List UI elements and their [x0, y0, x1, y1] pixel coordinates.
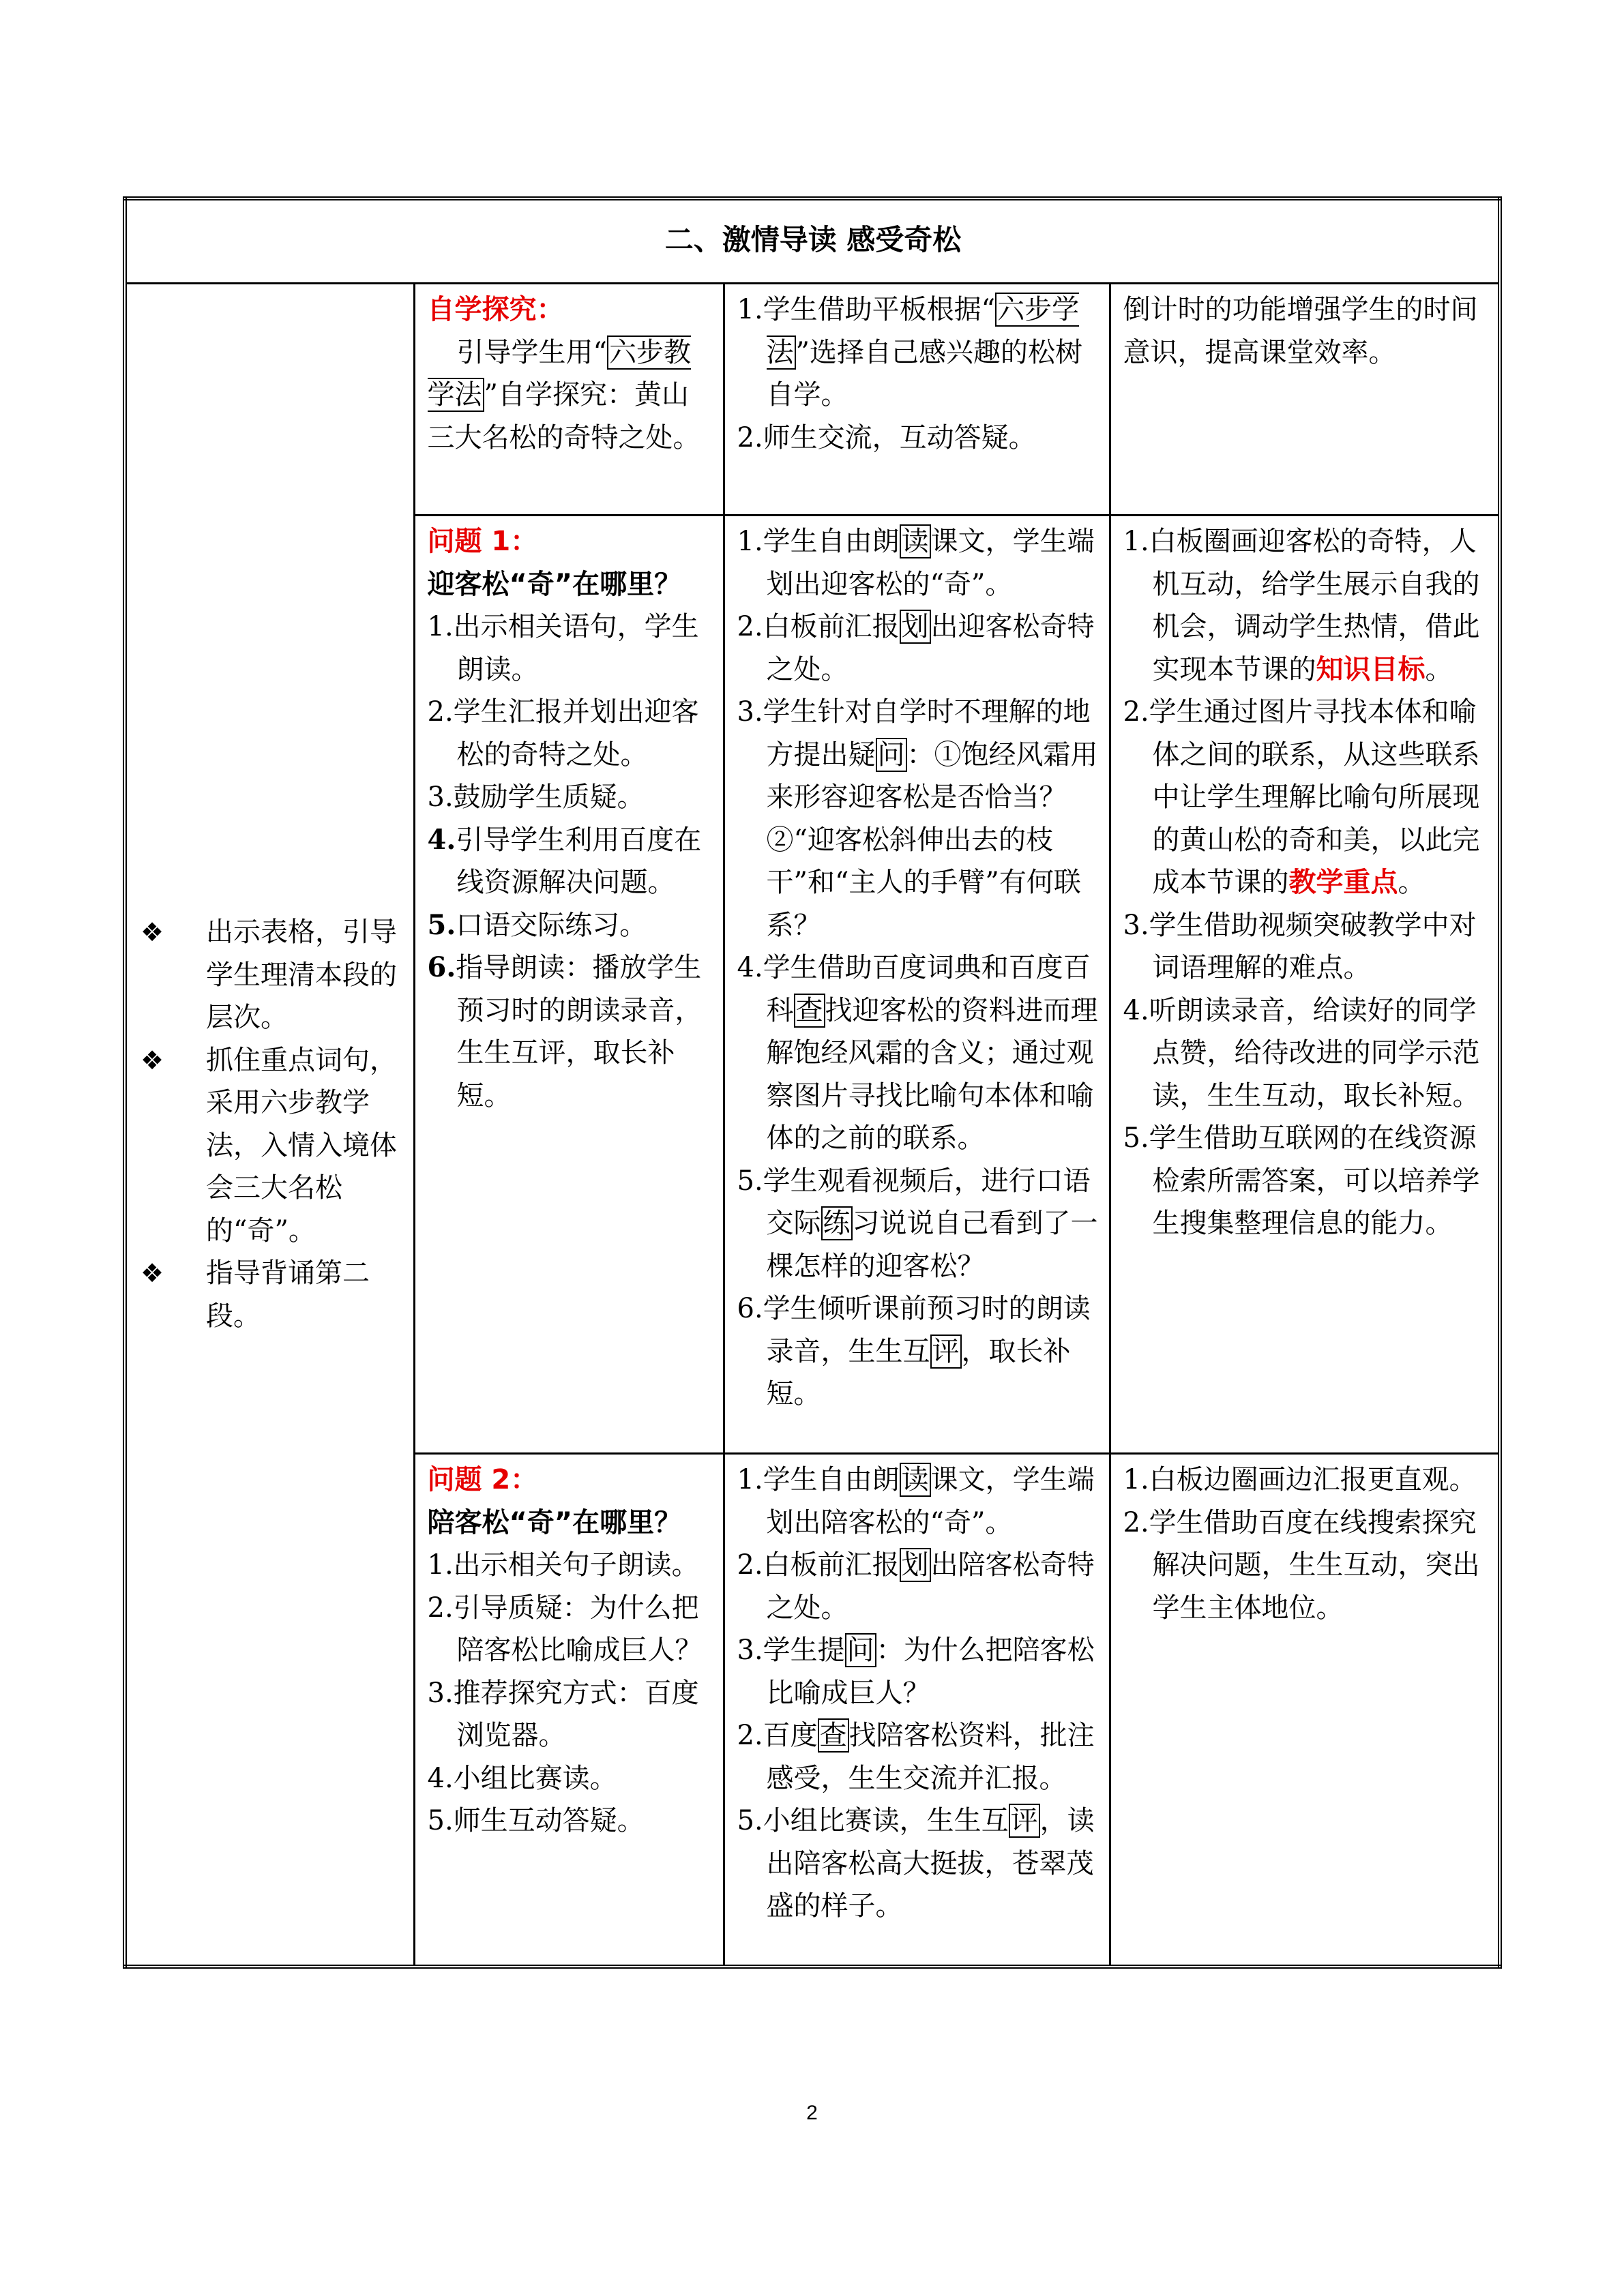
- diamond-bullet-icon: ❖: [141, 1045, 164, 1075]
- teacher-activity-item: 4.小组比赛读。: [427, 1762, 617, 1794]
- teaching-strategy-cell: [125, 284, 414, 1967]
- teacher-activity-item: 1.出示相关语句，学生朗读。: [427, 611, 699, 685]
- teacher-activity-item: 2.学生汇报并划出迎客松的奇特之处。: [427, 696, 699, 771]
- design-purpose-text: 倒计时的功能增强学生的时间意识，提高课堂效率。: [1123, 294, 1478, 368]
- teacher-activity-item: 6.指导朗读：播放学生预习时的朗读录音，生生互评，取长补短。: [427, 951, 703, 1112]
- design-purpose-item: 4.听朗读录音，给读好的同学点赞，给待改进的同学示范读，生生互动，取长补短。: [1123, 994, 1480, 1112]
- question-text: 陪客松“奇”在哪里？: [427, 1506, 682, 1538]
- strategy-item: ❖ 抓住重点词句，采用六步教学法，入情入境体会三大名松的“奇”。: [141, 1039, 405, 1253]
- student-activity-item: 3.学生针对自学时不理解的地方提出疑问：①饱经风霜用来形容迎客松是否恰当？②“迎客松斜伸出去的枝干”和“主人的手臂”有何联系？: [737, 696, 1098, 941]
- student-activity-item: 5.学生观看视频后，进行口语交际练习说说自己看到了一棵怎样的迎客松？: [737, 1165, 1098, 1282]
- design-purpose-item: 3.学生借助视频突破教学中对词语理解的难点。: [1123, 909, 1477, 983]
- teacher-activity-item: 1.出示相关句子朗读。: [427, 1549, 699, 1581]
- student-activity-item: 2.白板前汇报划出陪客松奇特之处。: [737, 1549, 1095, 1624]
- teacher-activity-item: 4.引导学生利用百度在线资源解决问题。: [427, 823, 702, 898]
- student-activity-item: 1.学生自由朗读课文，学生端划出陪客松的“奇”。: [737, 1464, 1095, 1538]
- question-heading: 问题 1：: [427, 526, 538, 557]
- design-purpose-item: 5.学生借助互联网的在线资源检索所需答案，可以培养学生搜集整理信息的能力。: [1123, 1122, 1480, 1239]
- teacher-activity-item: 2.引导质疑：为什么把陪客松比喻成巨人？: [427, 1592, 703, 1666]
- diamond-bullet-icon: ❖: [141, 1258, 164, 1289]
- design-purpose-item: 1.白板边圈画边汇报更直观。: [1123, 1464, 1477, 1495]
- student-activity-item: 5.小组比赛读，生生互评，读出陪客松高大挺拔，苍翠茂盛的样子。: [737, 1805, 1095, 1922]
- design-purpose-item: 2.学生借助百度在线搜索探究解决问题，生生互动，突出学生主体地位。: [1123, 1506, 1480, 1624]
- design-purpose-item: 2.学生通过图片寻找本体和喻体之间的联系，从这些联系中让学生理解比喻句所展现的黄山松的奇和美，以此完成本节课的教学重点。: [1123, 696, 1480, 898]
- teacher-activity-item: 3.鼓励学生质疑。: [427, 781, 645, 813]
- lesson-plan-table: [123, 196, 1502, 1969]
- diamond-bullet-icon: ❖: [141, 917, 164, 948]
- teacher-activity-item: 5.师生互动答疑。: [427, 1805, 645, 1836]
- teacher-activity-cell: [414, 284, 724, 516]
- student-activity-item: 1.学生自由朗读课文，学生端划出迎客松的“奇”。: [737, 526, 1095, 600]
- design-purpose-cell: [1110, 1454, 1500, 1967]
- student-activity-item: 2.百度查找陪客松资料，批注感受，生生交流并汇报。: [737, 1720, 1095, 1794]
- strategy-item: ❖ 出示表格，引导学生理清本段的层次。: [141, 911, 405, 1039]
- student-activity-item: 6.学生倾听课前预习时的朗读录音，生生互评，取长补短。: [737, 1293, 1091, 1410]
- section-title: 二、激情导读 感受奇松: [125, 198, 1500, 284]
- student-activity-item: 4.学生借助百度词典和百度百科查找迎客松的资料进而理解饱经风霜的含义；通过观察图片寻找比喻句本体和喻体的之前的联系。: [737, 952, 1098, 1154]
- question-heading: 问题 2：: [427, 1464, 538, 1495]
- page-number: 2: [806, 2102, 818, 2124]
- teacher-activity-text: 引导学生用“六步教学法”自学探究：黄山三大名松的奇特之处。: [427, 336, 700, 453]
- teacher-activity-item: 3.推荐探究方式：百度浏览器。: [427, 1677, 699, 1751]
- student-activity-cell: [724, 1454, 1110, 1967]
- design-purpose-item: 1.白板圈画迎客松的奇特，人机互动，给学生展示自我的机会，调动学生热情，借此实现本节课的知识目标。: [1123, 526, 1480, 685]
- student-activity-cell: [724, 516, 1110, 1454]
- student-activity-item: 1.学生借助平板根据“六步学法”选择自己感兴趣的松树自学。: [737, 294, 1082, 411]
- student-activity-cell: [724, 284, 1110, 516]
- student-activity-item: 3.学生提问：为什么把陪客松比喻成巨人？: [737, 1635, 1095, 1709]
- teacher-activity-item: 5.口语交际练习。: [427, 908, 647, 941]
- student-activity-item: 2.白板前汇报划出迎客松奇特之处。: [737, 611, 1095, 685]
- question-text: 迎客松“奇”在哪里？: [427, 568, 682, 600]
- teacher-activity-cell: [414, 516, 724, 1454]
- teacher-activity-cell: [414, 1454, 724, 1967]
- strategy-item: ❖ 指导背诵第二段。: [141, 1252, 405, 1337]
- design-purpose-cell: [1110, 284, 1500, 516]
- design-purpose-cell: [1110, 516, 1500, 1454]
- student-activity-item: 2.师生交流，互动答疑。: [737, 421, 1036, 453]
- self-study-heading: 自学探究：: [427, 294, 564, 325]
